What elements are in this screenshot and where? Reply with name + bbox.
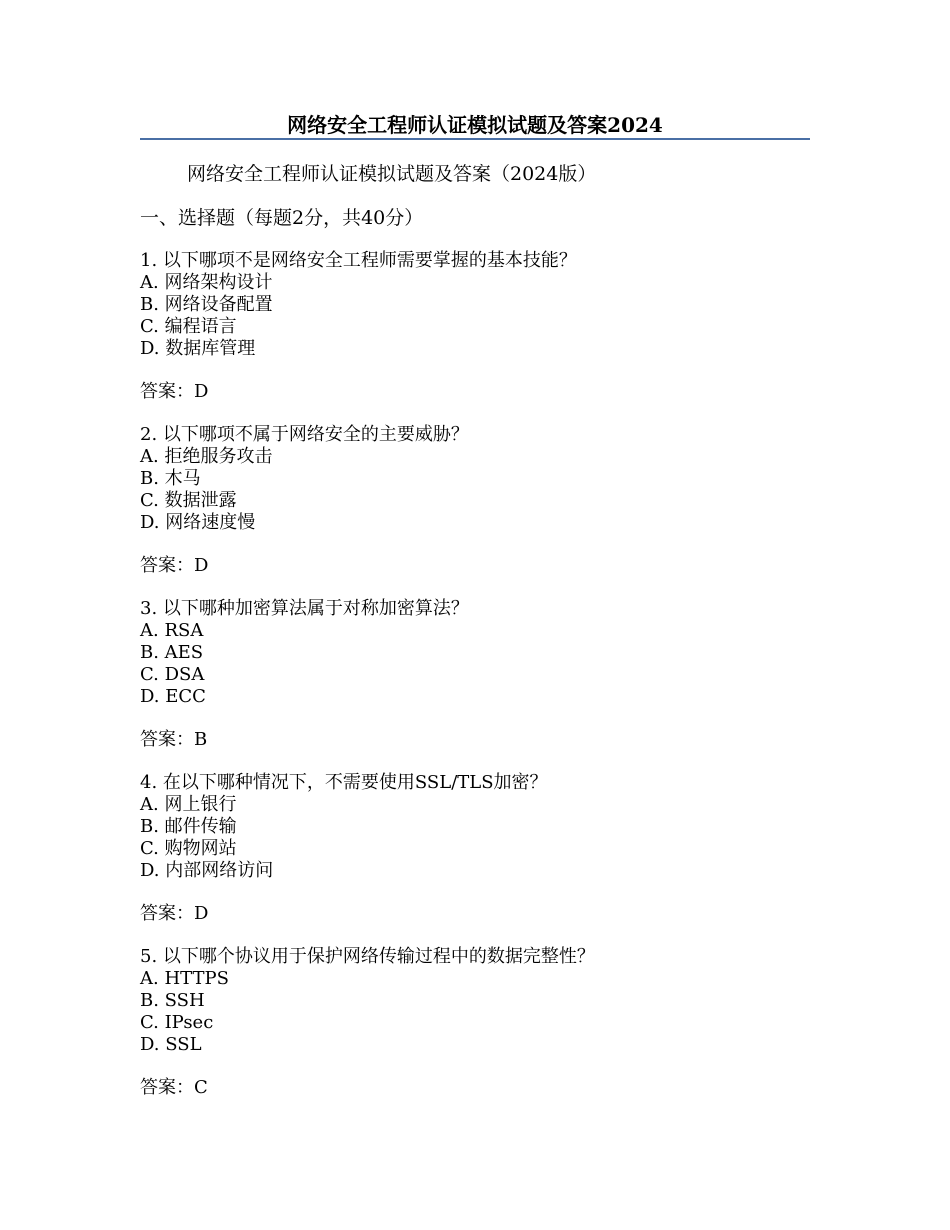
question-stem: 3. 以下哪种加密算法属于对称加密算法？ [140,598,469,619]
option-a: A. 网络架构设计 [140,272,273,293]
document-subtitle: 网络安全工程师认证模拟试题及答案（2024版） [187,163,597,185]
option-d: D. 数据库管理 [140,338,256,359]
option-d: D. 内部网络访问 [140,860,274,881]
option-c: C. IPsec [140,1012,214,1033]
option-c: C. 数据泄露 [140,490,237,511]
option-b: B. 网络设备配置 [140,294,273,315]
answer-text: 答案：B [140,729,208,750]
question-item [140,424,820,598]
option-b: B. 邮件传输 [140,816,237,837]
answer-text: 答案：D [140,903,209,924]
option-b: B. 木马 [140,468,201,489]
option-b: B. AES [140,642,204,663]
question-list [140,250,820,1120]
answer-text: 答案：D [140,555,209,576]
option-d: D. ECC [140,686,206,707]
answer-text: 答案：D [140,381,209,402]
option-a: A. RSA [140,620,204,641]
title-underline [140,138,810,140]
question-stem: 2. 以下哪项不属于网络安全的主要威胁？ [140,424,469,445]
question-item [140,772,820,946]
section-heading: 一、选择题（每题2分，共40分） [140,207,424,229]
question-item [140,250,820,424]
document-title: 网络安全工程师认证模拟试题及答案2024 [287,113,663,137]
question-stem: 5. 以下哪个协议用于保护网络传输过程中的数据完整性？ [140,946,595,967]
answer-text: 答案：C [140,1077,208,1098]
option-d: D. 网络速度慢 [140,512,256,533]
option-d: D. SSL [140,1034,202,1055]
question-stem: 4. 在以下哪种情况下，不需要使用SSL/TLS加密？ [140,772,548,793]
option-a: A. 网上银行 [140,794,237,815]
option-c: C. DSA [140,664,205,685]
option-a: A. 拒绝服务攻击 [140,446,273,467]
question-item [140,598,820,772]
question-item [140,946,820,1120]
option-a: A. HTTPS [140,968,229,989]
option-c: C. 购物网站 [140,838,237,859]
option-c: C. 编程语言 [140,316,237,337]
option-b: B. SSH [140,990,205,1011]
question-stem: 1. 以下哪项不是网络安全工程师需要掌握的基本技能？ [140,250,577,271]
